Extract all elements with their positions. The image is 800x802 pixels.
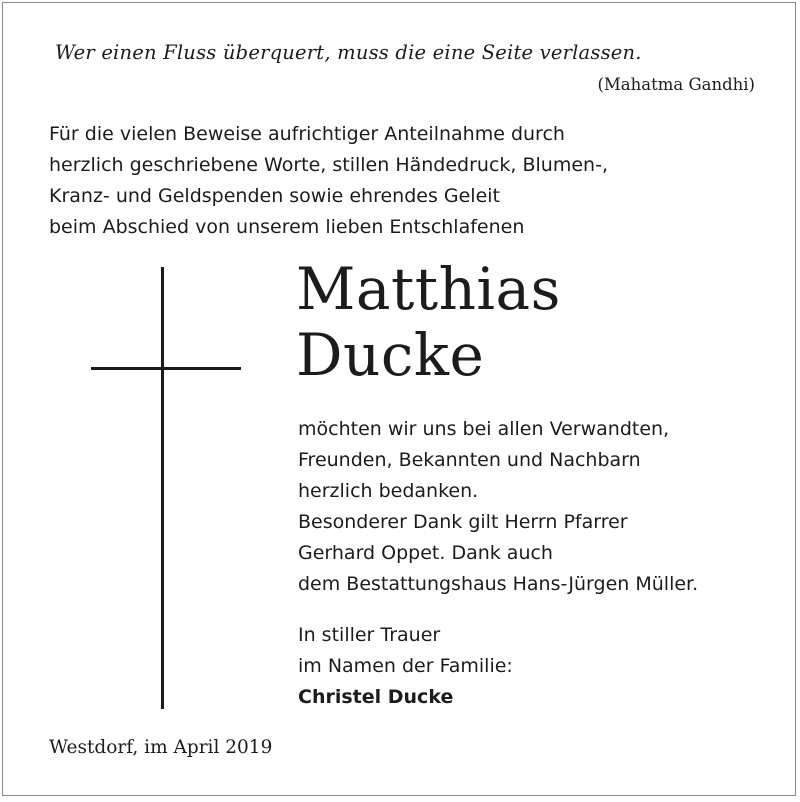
thanks-line: Besonderer Dank gilt Herrn Pfarrer [298, 511, 628, 533]
closing-line: In stiller Trauer [298, 624, 441, 646]
cross-vertical-bar [161, 267, 164, 709]
cross-horizontal-bar [91, 367, 241, 370]
intro-line: Kranz- und Geldspenden sowie ehrendes Geleit [49, 185, 501, 207]
obituary-notice [2, 2, 796, 796]
thanks-line: dem Bestattungshaus Hans-Jürgen Müller. [298, 573, 699, 595]
thanks-line: herzlich bedanken. [298, 480, 479, 502]
deceased-name [296, 256, 561, 388]
deceased-first-name: Matthias [296, 255, 561, 323]
place-date: Westdorf, im April 2019 [49, 737, 273, 758]
epigraph-quote: Wer einen Fluss überquert, muss die eine Seite verlassen. [55, 41, 642, 64]
epigraph-author: (Mahatma Gandhi) [597, 75, 755, 94]
intro-line: Für die vielen Beweise aufrichtiger Anteilnahme durch [49, 123, 565, 145]
thanks-paragraph [298, 414, 698, 600]
deceased-last-name: Ducke [296, 321, 485, 389]
intro-line: herzlich geschriebene Worte, stillen Händedruck, Blumen-, [49, 154, 608, 176]
thanks-line: Freunden, Bekannten und Nachbarn [298, 449, 641, 471]
intro-line: beim Abschied von unserem lieben Entschlafenen [49, 216, 525, 238]
closing-block [298, 620, 513, 713]
closing-line: im Namen der Familie: [298, 655, 513, 677]
intro-paragraph [49, 119, 608, 243]
thanks-line: möchten wir uns bei allen Verwandten, [298, 418, 670, 440]
thanks-line: Gerhard Oppet. Dank auch [298, 542, 553, 564]
signer-name: Christel Ducke [298, 686, 454, 708]
